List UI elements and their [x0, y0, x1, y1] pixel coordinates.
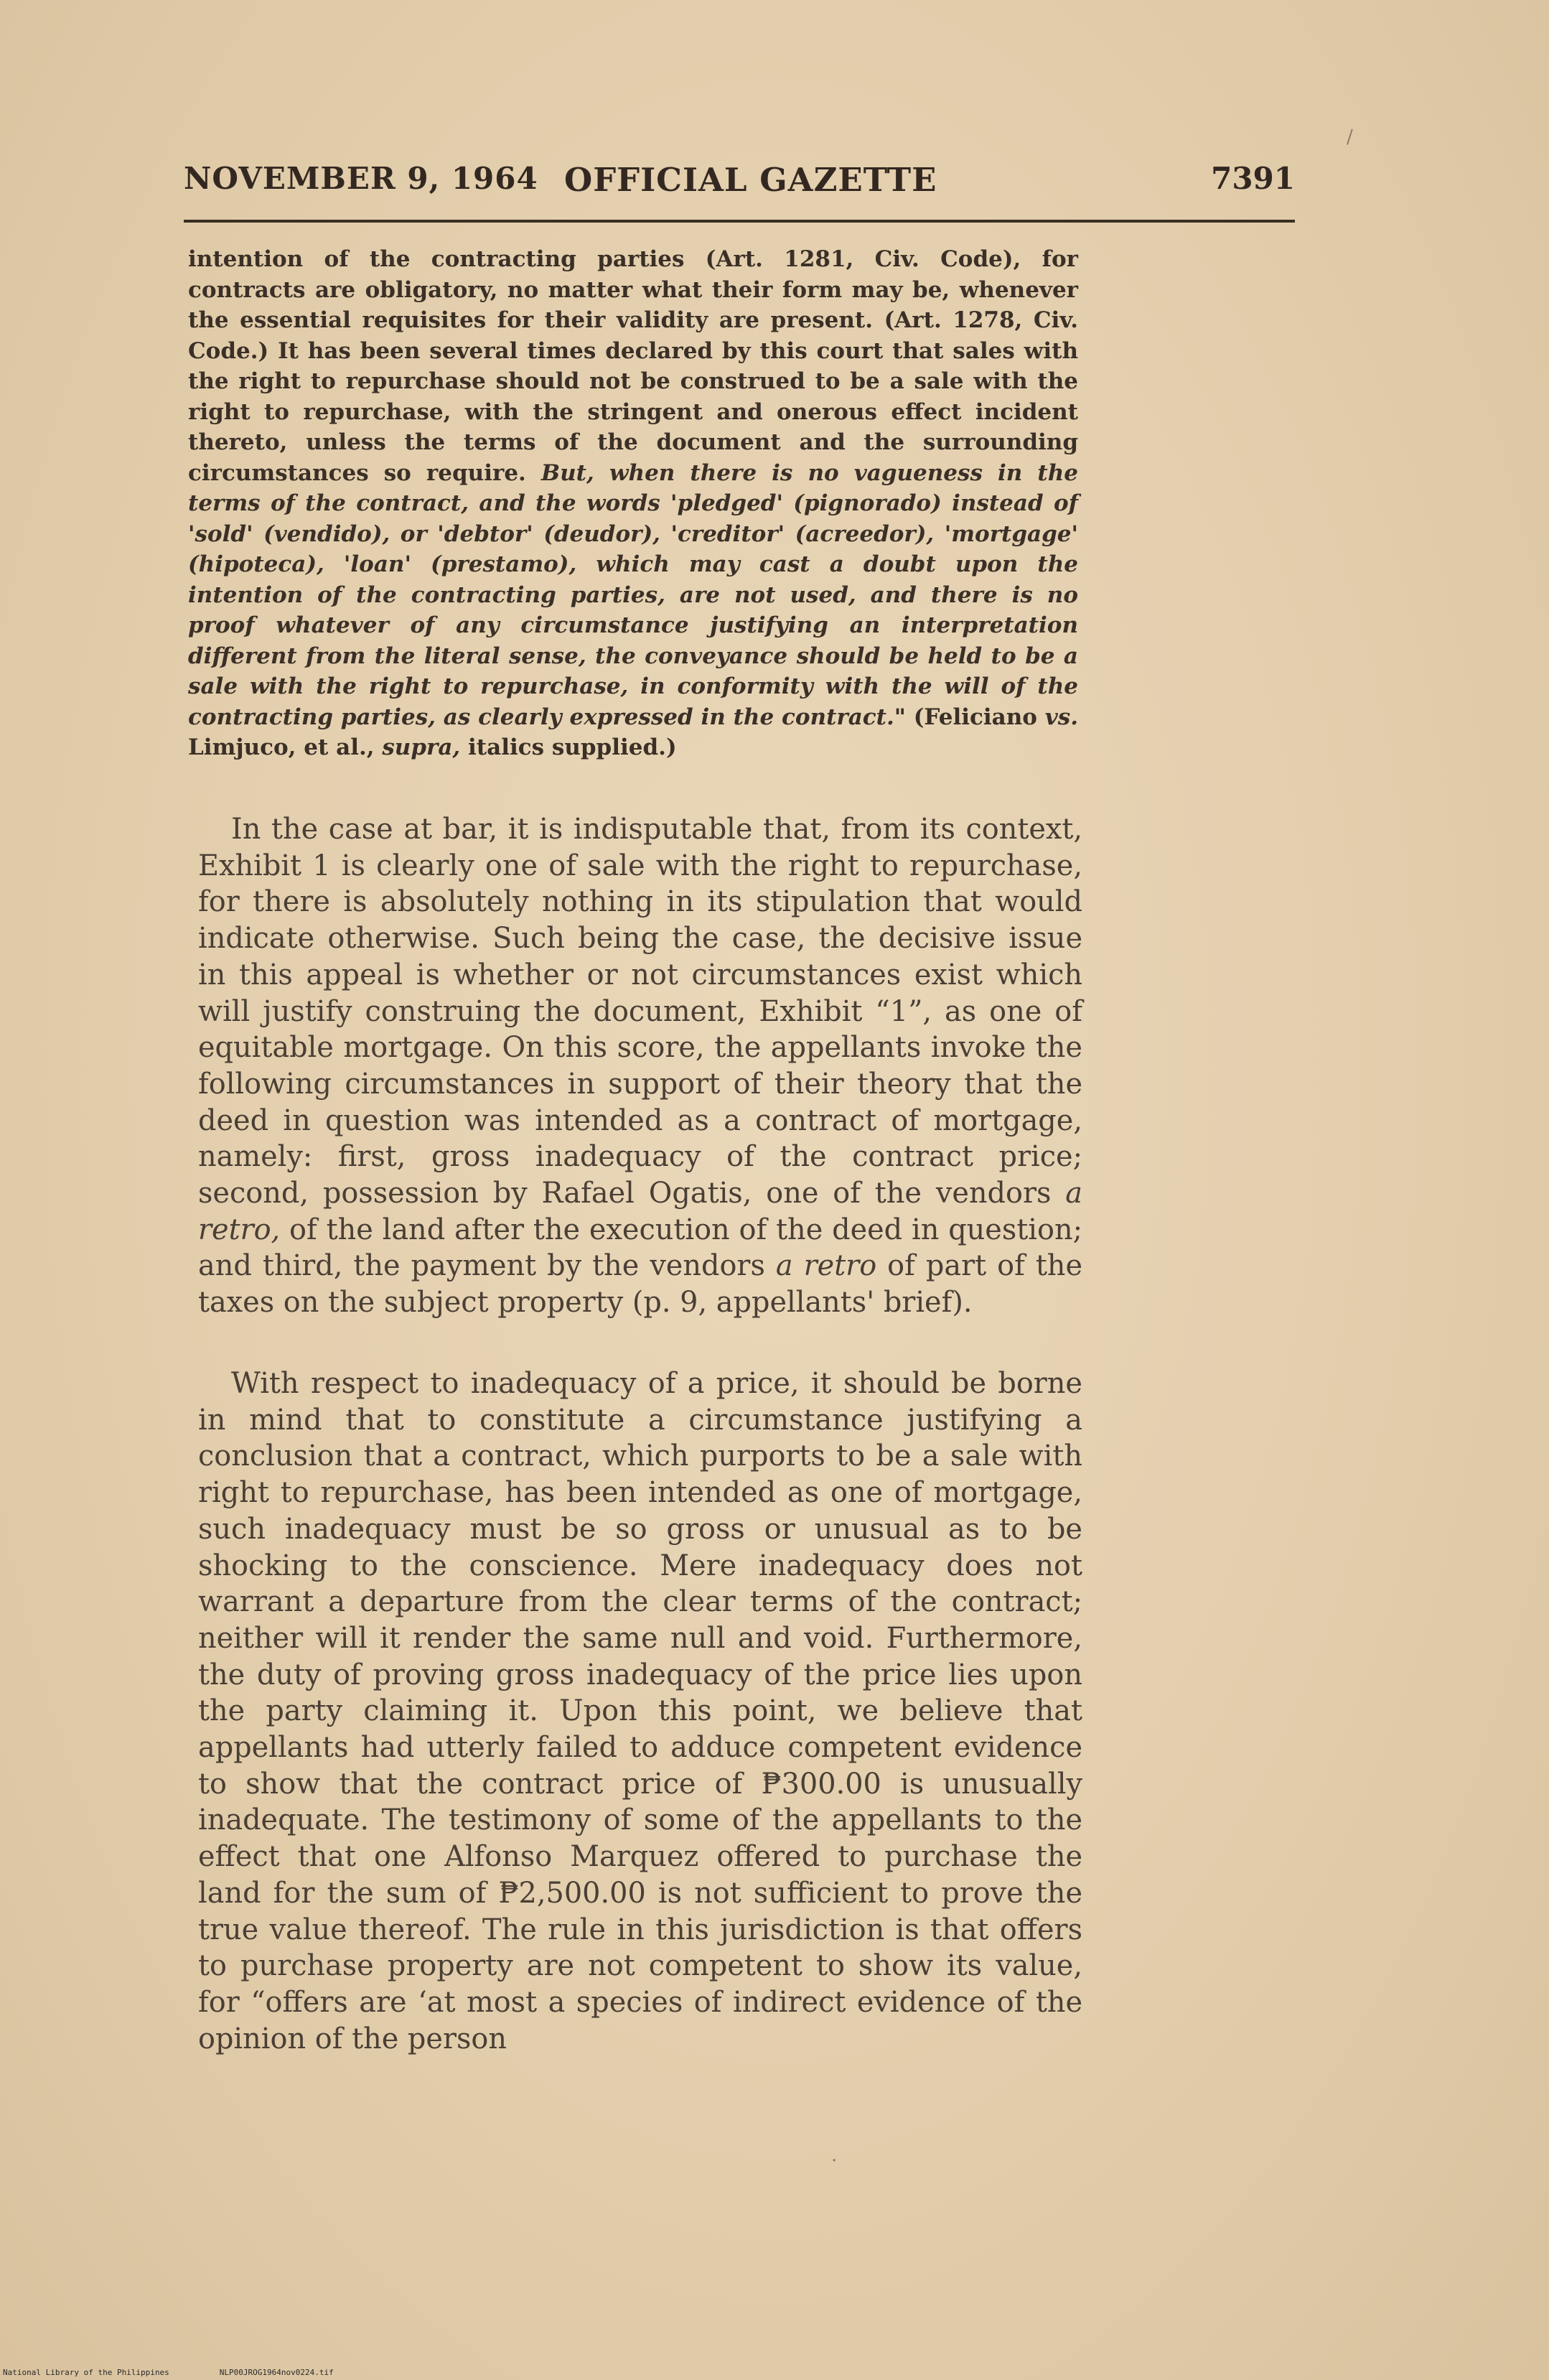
page-header: [184, 161, 1295, 211]
quote-text: intention of the contracting parties (Art. 1281, Civ. Code), for contracts are obligatory, no matter what their form may be, whenever the essential requisites for their validity are present. (Art. 1278, Civ. Code.) It has been several times declared by this court that sales with the right to repurchase should not be construed to be a sale with the right to repurchase, with the stringent and onerous effect incident thereto, unless the terms of the document and the surrounding circumstances so require.: [188, 246, 1078, 486]
header-rule: [184, 220, 1295, 223]
paragraph-text: of the land after the execution of the deed in question; and third, the payment by the vendors: [198, 1213, 1082, 1283]
paragraph-text: With respect to inadequacy of a price, it should be borne in mind that to constitute a circumstance justifying a conclusion that a contract, which purports to be a sale with right to repurchase, has been intended as one of mortgage, such inadequacy must be so gross or unusual as to be shocking to the conscience. Mere inadequacy does not warrant a departure from the clear terms of the contract; neither will it render the same null and void. Furthermore, the duty of proving gross inadequacy of the price lies upon the party claiming it. Upon this point, we believe that appellants had utterly failed to adduce competent evidence to show that the contract price of ₱300.00 is unusually inadequate. The testimony of some of the appellants to the effect that one Alfonso Marquez offered to purchase the land for the sum of ₱2,500.00 is not sufficient to prove the true value thereof. The rule in this jurisdiction is that offers to purchase property are not competent to show its value, for “offers are ‘at most a species of indirect evidence of the opinion of the person: [198, 1367, 1082, 2055]
header-date: NOVEMBER 9, 1964: [184, 161, 538, 196]
quote-text: " (Feliciano: [894, 704, 1045, 730]
paragraph-text: of part of the taxes on the subject property (p. 9, appellants' brief).: [198, 1249, 1082, 1320]
paragraph-inadequacy: [198, 1366, 1082, 2057]
quote-italic-text: But, when there is no vagueness in the terms of the contract, and the words 'pledged' (pignorado) instead of 'sold' (vendido), or 'debtor' (deudor), 'creditor' (acreedor), 'mortgage' (hipoteca), 'loan' (prestamo), which may cast a doubt upon the intention of the contracting parties, are not used, and there is no proof whatever of any circumstance justifying an interpretation different from the literal sense, the conveyance should be held to be a sale with the right to repurchase, in conformity with the will of the contracting parties, as clearly expressed in the contract.: [188, 459, 1078, 730]
footer-library: National Library of the Philippines: [3, 2368, 169, 2377]
quote-italic-text: vs.: [1044, 704, 1079, 730]
stray-mark: ·: [831, 2150, 838, 2172]
header-title: OFFICIAL GAZETTE: [564, 161, 937, 199]
quote-text: italics supplied.): [460, 734, 677, 760]
footer-filename: NLP00JROG1964nov0224.tif: [219, 2368, 334, 2377]
quote-italic-text: supra,: [382, 734, 461, 760]
paragraph-case-at-bar: [198, 811, 1082, 1321]
quote-text: Limjuco, et al.,: [188, 734, 383, 760]
page-number: 7391: [1211, 161, 1295, 196]
scan-footer: [3, 2368, 334, 2377]
paragraph-text: In the case at bar, it is indisputable that, from its context, Exhibit 1 is clearly one of sale with the right to repurchase, for there is absolutely nothing in its stipulation that would indicate otherwise. Such being the case, the decisive issue in this appeal is whether or not circumstances exist which will justify construing the document, Exhibit “1”, as one of equitable mortgage. On this score, the appellants invoke the following circumstances in support of their theory that the deed in question was intended as a contract of mortgage, namely: first, gross inadequacy of the contract price; second, possession by Rafael Ogatis, one of the vendors: [198, 813, 1082, 1210]
stray-mark: /: [1347, 126, 1353, 148]
paragraph-italic-text: a retro,: [198, 1177, 1082, 1246]
quoted-passage: [188, 244, 1078, 763]
paragraph-italic-text: a retro: [775, 1249, 877, 1283]
